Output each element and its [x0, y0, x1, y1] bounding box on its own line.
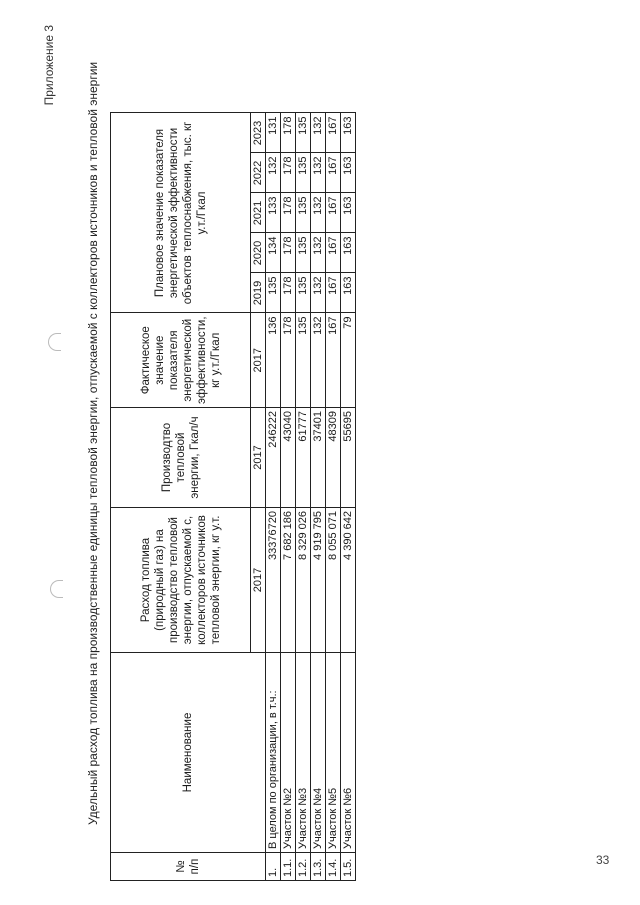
header-production: Производтво тепловой энергии, Гкал/ч [111, 408, 251, 508]
row-planned: 163 [341, 233, 356, 273]
table-row [311, 113, 326, 881]
row-planned: 167 [326, 273, 341, 313]
row-fuel: 4 919 795 [311, 508, 326, 653]
row-planned: 178 [281, 193, 296, 233]
header-actual: Фактическое значение показателя энергетической эффективности, кг у.т./Гкал [111, 313, 251, 408]
header-num: № п/п [111, 853, 266, 881]
row-name: Участок №5 [326, 653, 341, 853]
row-actual: 132 [311, 313, 326, 408]
row-planned: 163 [341, 193, 356, 233]
table-row [296, 113, 311, 881]
row-planned: 134 [266, 233, 281, 273]
row-production: 43040 [281, 408, 296, 508]
table-body [266, 113, 356, 881]
row-fuel: 7 682 186 [281, 508, 296, 653]
row-planned: 167 [326, 153, 341, 193]
document-caption: Удельный расход топлива на производственные единицы тепловой энергии, отпускаемой с коллекторов источников и тепловой энергии [86, 61, 100, 825]
row-planned: 132 [311, 273, 326, 313]
row-production: 61777 [296, 408, 311, 508]
row-planned: 131 [266, 113, 281, 153]
row-planned: 167 [326, 193, 341, 233]
row-planned: 163 [341, 113, 356, 153]
header-name: Наименование [111, 653, 266, 853]
table-row [341, 113, 356, 881]
row-num: 1.4. [326, 853, 341, 881]
year-planned: 2020 [251, 233, 266, 273]
row-planned: 132 [311, 153, 326, 193]
header-fuel: Расход топлива (природный газ) на производство тепловой энергии, отпускаемой с, коллекторов источников тепловой энергии, кг у.т. [111, 508, 251, 653]
rotated-page [40, 15, 600, 885]
year-planned: 2022 [251, 153, 266, 193]
year-fuel: 2017 [251, 508, 266, 653]
row-fuel: 8 329 026 [296, 508, 311, 653]
row-fuel: 33376720 [266, 508, 281, 653]
row-planned: 167 [326, 233, 341, 273]
row-actual: 135 [296, 313, 311, 408]
year-planned: 2023 [251, 113, 266, 153]
row-planned: 132 [311, 193, 326, 233]
fuel-consumption-table [110, 112, 356, 881]
table-row [266, 113, 281, 881]
row-fuel: 4 390 642 [341, 508, 356, 653]
row-planned: 135 [296, 193, 311, 233]
row-num: 1. [266, 853, 281, 881]
row-fuel: 8 055 071 [326, 508, 341, 653]
row-planned: 135 [296, 233, 311, 273]
header-row [111, 113, 251, 881]
row-name: Участок №6 [341, 653, 356, 853]
row-planned: 132 [266, 153, 281, 193]
row-num: 1.1. [281, 853, 296, 881]
row-planned: 132 [311, 233, 326, 273]
row-num: 1.3. [311, 853, 326, 881]
row-name: Участок №3 [296, 653, 311, 853]
row-num: 1.5. [341, 853, 356, 881]
year-planned: 2021 [251, 193, 266, 233]
table-row [281, 113, 296, 881]
row-production: 55695 [341, 408, 356, 508]
row-planned: 135 [296, 113, 311, 153]
row-production: 48309 [326, 408, 341, 508]
row-planned: 178 [281, 273, 296, 313]
row-planned: 167 [326, 113, 341, 153]
row-planned: 132 [311, 113, 326, 153]
year-production: 2017 [251, 408, 266, 508]
row-actual: 178 [281, 313, 296, 408]
row-actual: 167 [326, 313, 341, 408]
page-number: 33 [596, 853, 610, 867]
row-actual: 79 [341, 313, 356, 408]
row-planned: 135 [266, 273, 281, 313]
row-num: 1.2. [296, 853, 311, 881]
row-planned: 135 [296, 153, 311, 193]
row-planned: 163 [341, 273, 356, 313]
row-planned: 133 [266, 193, 281, 233]
row-production: 37401 [311, 408, 326, 508]
row-planned: 178 [281, 233, 296, 273]
table-row [326, 113, 341, 881]
appendix-label: Приложение 3 [42, 25, 56, 106]
year-actual: 2017 [251, 313, 266, 408]
row-actual: 136 [266, 313, 281, 408]
row-name: Участок №2 [281, 653, 296, 853]
year-planned: 2019 [251, 273, 266, 313]
header-planned: Плановое значение показателя энергетической эффективности объектов теплоснабжения, тыс. кг у.т./Гкал [111, 113, 251, 313]
row-planned: 135 [296, 273, 311, 313]
row-planned: 178 [281, 153, 296, 193]
table-wrapper [110, 112, 356, 881]
row-production: 246222 [266, 408, 281, 508]
row-name: Участок №4 [311, 653, 326, 853]
row-planned: 178 [281, 113, 296, 153]
row-planned: 163 [341, 153, 356, 193]
row-name: В целом по организации, в т.ч.: [266, 653, 281, 853]
